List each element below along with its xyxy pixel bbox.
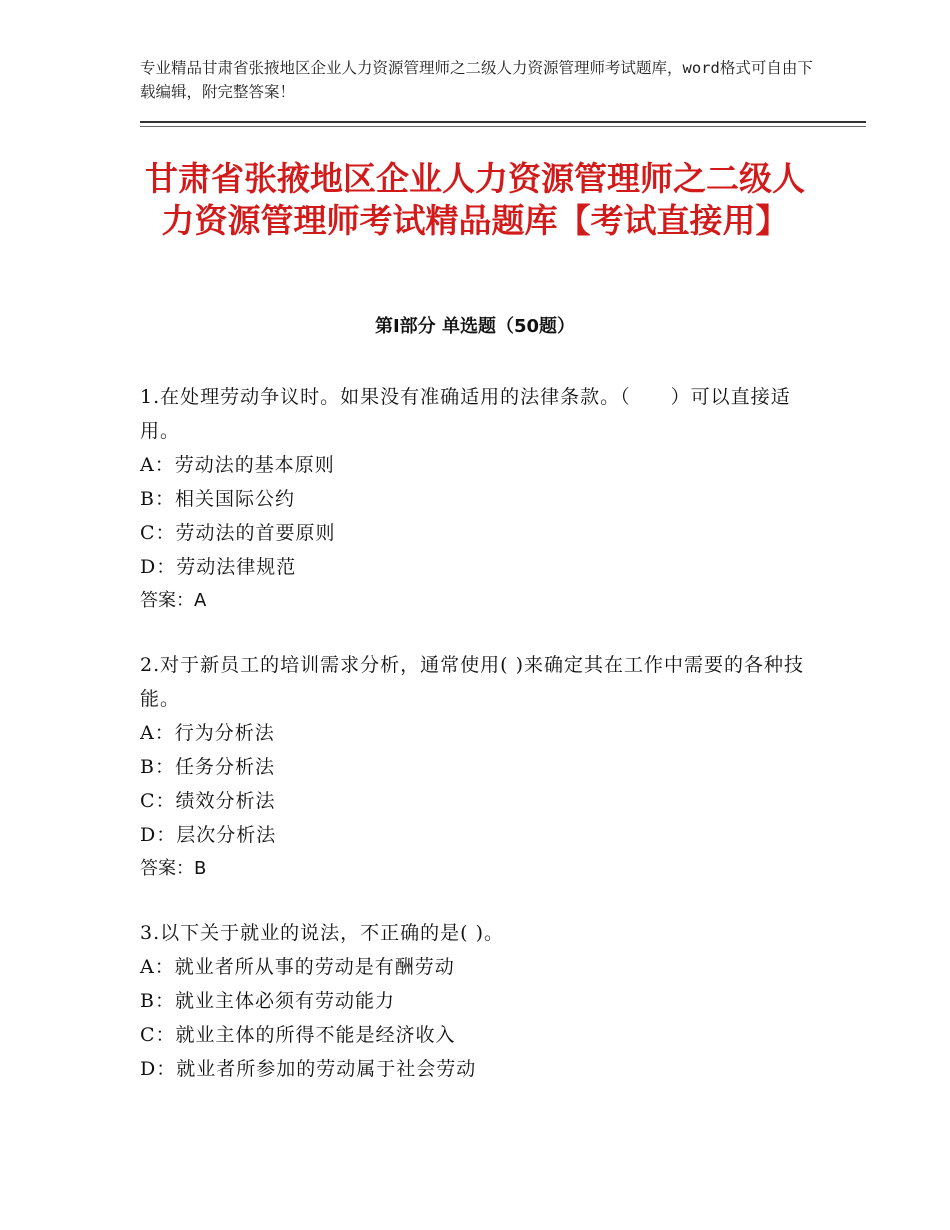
question-3	[140, 916, 810, 1086]
question-list	[140, 380, 810, 1116]
document-header-note: 专业精品甘肃省张掖地区企业人力资源管理师之二级人力资源管理师考试题库，word格式可自由下载编辑，附完整答案！	[140, 59, 813, 101]
option-a: A：行为分析法	[140, 722, 275, 744]
header-divider-thick	[140, 121, 866, 123]
option-b: B：任务分析法	[140, 756, 275, 778]
option-d: D：层次分析法	[140, 824, 277, 846]
option-d: D：劳动法律规范	[140, 556, 297, 578]
option-b: B：相关国际公约	[140, 488, 295, 510]
option-a: A：劳动法的基本原则	[140, 454, 335, 476]
question-stem: 2.对于新员工的培训需求分析，通常使用( )来确定其在工作中需要的各种技能。	[140, 654, 804, 710]
option-c: C：劳动法的首要原则	[140, 522, 336, 544]
section-title: 第Ⅰ部分 单选题（50题）	[374, 316, 575, 337]
option-b: B：就业主体必须有劳动能力	[140, 990, 395, 1012]
header-divider-thin	[140, 126, 866, 127]
option-d: D：就业者所参加的劳动属于社会劳动	[140, 1058, 477, 1080]
question-stem: 3.以下关于就业的说法，不正确的是( )。	[140, 922, 504, 944]
option-c: C：绩效分析法	[140, 790, 276, 812]
answer: 答案：A	[140, 590, 207, 611]
question-stem: 1.在处理劳动争议时。如果没有准确适用的法律条款。（ ）可以直接适用。	[140, 386, 791, 442]
question-1	[140, 380, 810, 618]
option-a: A：就业者所从事的劳动是有酬劳动	[140, 956, 455, 978]
answer: 答案：B	[140, 858, 207, 879]
question-2	[140, 648, 810, 886]
option-c: C：就业主体的所得不能是经济收入	[140, 1024, 456, 1046]
document-title: 甘肃省张掖地区企业人力资源管理师之二级人力资源管理师考试精品题库【考试直接用】	[145, 159, 805, 240]
